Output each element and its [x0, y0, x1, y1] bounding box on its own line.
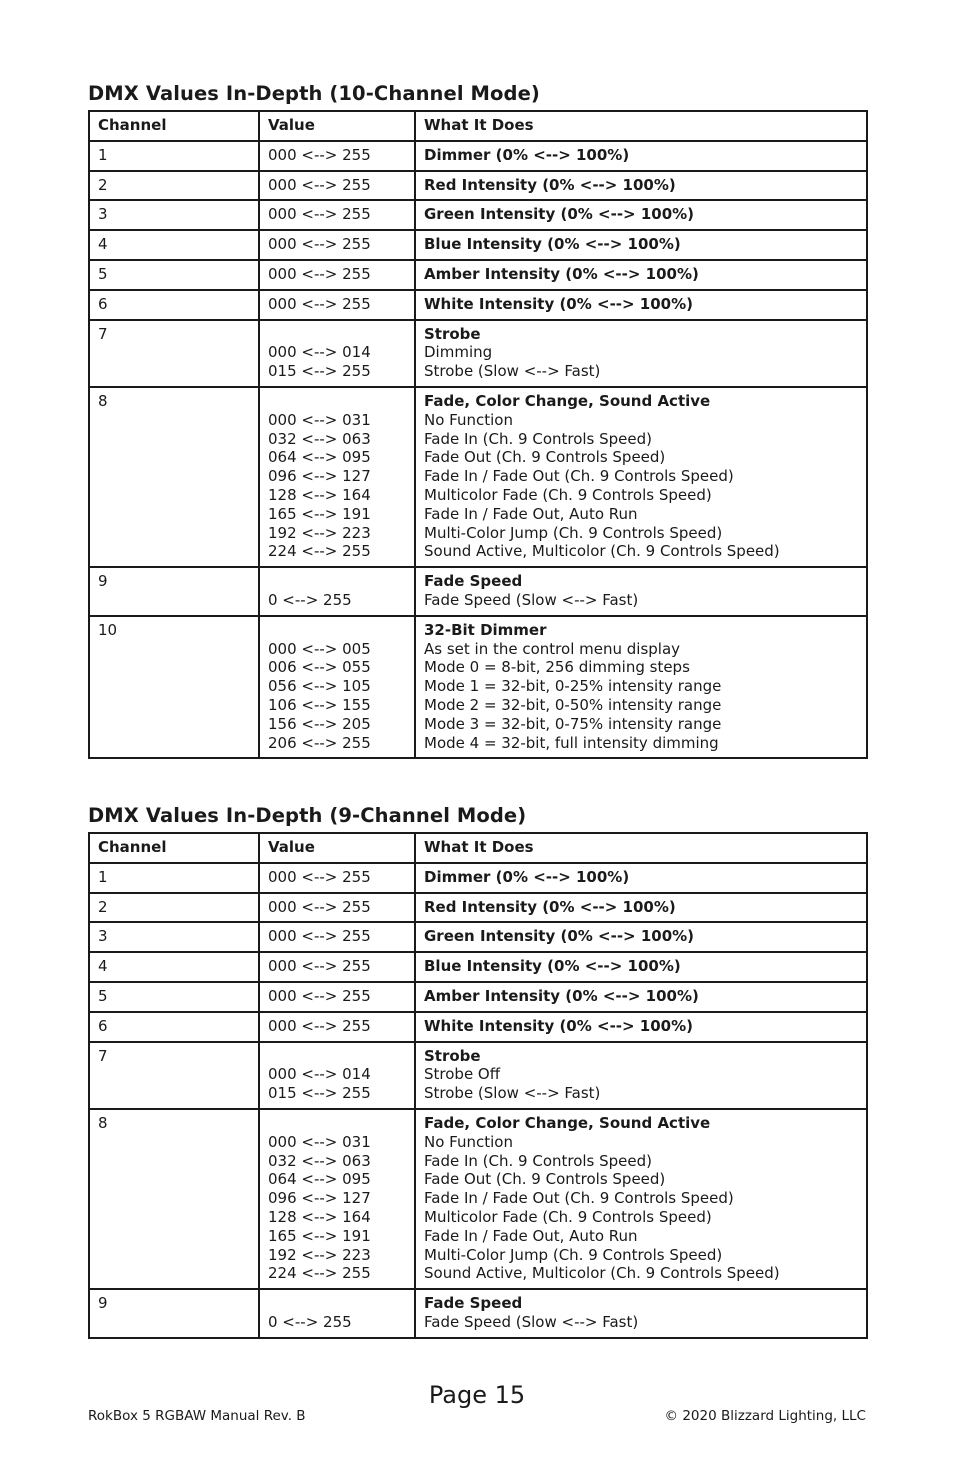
- value-range: 0 <--> 255: [268, 590, 352, 609]
- value-range: 192 <--> 223: [268, 1245, 371, 1264]
- table-row: [89, 982, 867, 1012]
- table-row: [89, 141, 867, 171]
- function-cell: [415, 1012, 867, 1042]
- channel-cell: 9: [89, 567, 259, 616]
- function-cell: [415, 616, 867, 759]
- function-heading: Dimmer (0% <--> 100%): [424, 867, 630, 886]
- channel-cell: 4: [89, 230, 259, 260]
- header-value: Value: [259, 833, 415, 863]
- value-cell: [259, 290, 415, 320]
- value-cell: [259, 863, 415, 893]
- channel-cell: 7: [89, 1042, 259, 1109]
- function-cell: [415, 982, 867, 1012]
- value-range: 165 <--> 191: [268, 1226, 371, 1245]
- value-range: 000 <--> 255: [268, 205, 371, 224]
- function-cell: [415, 1042, 867, 1109]
- function-cell: [415, 320, 867, 387]
- value-range: 156 <--> 205: [268, 714, 371, 733]
- dmx-table-9ch-section: [88, 805, 866, 1339]
- value-range: 096 <--> 127: [268, 1189, 371, 1208]
- value-spacer: [268, 392, 406, 411]
- header-row: [89, 833, 867, 863]
- value-range: 000 <--> 255: [268, 957, 371, 976]
- value-range: 006 <--> 055: [268, 658, 371, 677]
- function-description: Fade Out (Ch. 9 Controls Speed): [424, 448, 666, 467]
- value-spacer: [268, 1114, 406, 1133]
- value-range: 224 <--> 255: [268, 542, 371, 561]
- value-cell: [259, 200, 415, 230]
- value-range: 000 <--> 255: [268, 294, 371, 313]
- function-description: Strobe (Slow <--> Fast): [424, 362, 601, 381]
- function-description: Sound Active, Multicolor (Ch. 9 Controls Speed): [424, 1264, 780, 1283]
- header-what-it-does: What It Does: [415, 833, 867, 863]
- value-range: 000 <--> 255: [268, 1016, 371, 1035]
- value-range: 224 <--> 255: [268, 1264, 371, 1283]
- value-cell: [259, 1289, 415, 1338]
- value-range: 128 <--> 164: [268, 485, 371, 504]
- function-description: Fade In (Ch. 9 Controls Speed): [424, 429, 653, 448]
- table-row: [89, 1289, 867, 1338]
- value-cell: [259, 230, 415, 260]
- value-cell: [259, 567, 415, 616]
- manual-title: RokBox 5 RGBAW Manual Rev. B: [88, 1408, 306, 1424]
- function-cell: [415, 260, 867, 290]
- table-row: [89, 320, 867, 387]
- value-range: 096 <--> 127: [268, 467, 371, 486]
- function-cell: [415, 1289, 867, 1338]
- function-description: Strobe (Slow <--> Fast): [424, 1084, 601, 1103]
- value-cell: [259, 387, 415, 567]
- header-channel: Channel: [89, 111, 259, 141]
- function-cell: [415, 141, 867, 171]
- channel-cell: 3: [89, 200, 259, 230]
- value-range: 000 <--> 031: [268, 410, 371, 429]
- function-description: Mode 4 = 32-bit, full intensity dimming: [424, 733, 719, 752]
- function-cell: [415, 893, 867, 923]
- table-row: [89, 567, 867, 616]
- value-range: 0 <--> 255: [268, 1312, 352, 1331]
- value-range: 000 <--> 014: [268, 343, 371, 362]
- function-description: Multicolor Fade (Ch. 9 Controls Speed): [424, 1207, 712, 1226]
- function-description: Sound Active, Multicolor (Ch. 9 Controls Speed): [424, 542, 780, 561]
- header-what-it-does: What It Does: [415, 111, 867, 141]
- function-heading: Fade Speed: [424, 1294, 523, 1313]
- value-cell: [259, 952, 415, 982]
- channel-cell: 10: [89, 616, 259, 759]
- function-heading: Fade Speed: [424, 572, 523, 591]
- function-description: No Function: [424, 1132, 513, 1151]
- function-heading: Strobe: [424, 324, 481, 343]
- value-cell: [259, 320, 415, 387]
- function-heading: Green Intensity (0% <--> 100%): [424, 205, 695, 224]
- function-description: Fade Speed (Slow <--> Fast): [424, 1312, 639, 1331]
- function-description: Fade In / Fade Out, Auto Run: [424, 1226, 638, 1245]
- value-range: 056 <--> 105: [268, 677, 371, 696]
- channel-cell: 5: [89, 982, 259, 1012]
- value-spacer: [268, 1294, 406, 1313]
- value-cell: [259, 893, 415, 923]
- function-description: Mode 3 = 32-bit, 0-75% intensity range: [424, 714, 722, 733]
- value-range: 000 <--> 255: [268, 175, 371, 194]
- table-row: [89, 1109, 867, 1289]
- function-description: Mode 1 = 32-bit, 0-25% intensity range: [424, 677, 722, 696]
- table-row: [89, 952, 867, 982]
- function-cell: [415, 200, 867, 230]
- table-title: DMX Values In-Depth (10-Channel Mode): [88, 82, 540, 105]
- function-description: No Function: [424, 410, 513, 429]
- value-cell: [259, 260, 415, 290]
- dmx-table-10ch-section: [88, 83, 866, 759]
- function-heading: Strobe: [424, 1046, 481, 1065]
- value-range: 000 <--> 255: [268, 986, 371, 1005]
- function-cell: [415, 230, 867, 260]
- table-row: [89, 922, 867, 952]
- value-range: 106 <--> 155: [268, 695, 371, 714]
- channel-cell: 8: [89, 1109, 259, 1289]
- channel-cell: 8: [89, 387, 259, 567]
- value-range: 165 <--> 191: [268, 504, 371, 523]
- table-row: [89, 230, 867, 260]
- table-row: [89, 290, 867, 320]
- function-heading: Blue Intensity (0% <--> 100%): [424, 957, 681, 976]
- value-range: 000 <--> 031: [268, 1132, 371, 1151]
- value-range: 064 <--> 095: [268, 448, 371, 467]
- value-cell: [259, 141, 415, 171]
- function-cell: [415, 290, 867, 320]
- value-cell: [259, 982, 415, 1012]
- value-cell: [259, 616, 415, 759]
- value-spacer: [268, 621, 406, 640]
- function-heading: Dimmer (0% <--> 100%): [424, 145, 630, 164]
- function-description: Multi-Color Jump (Ch. 9 Controls Speed): [424, 523, 723, 542]
- function-description: Strobe Off: [424, 1065, 501, 1084]
- table-row: [89, 893, 867, 923]
- page-number: Page 15: [428, 1381, 526, 1409]
- dmx-table-10ch: [88, 110, 868, 759]
- value-range: 000 <--> 255: [268, 867, 371, 886]
- value-spacer: [268, 325, 406, 344]
- channel-cell: 6: [89, 290, 259, 320]
- function-heading: Amber Intensity (0% <--> 100%): [424, 264, 699, 283]
- value-range: 000 <--> 005: [268, 639, 371, 658]
- channel-cell: 4: [89, 952, 259, 982]
- function-cell: [415, 952, 867, 982]
- value-cell: [259, 1042, 415, 1109]
- function-heading: 32-Bit Dimmer: [424, 620, 547, 639]
- value-range: 000 <--> 255: [268, 264, 371, 283]
- value-range: 000 <--> 255: [268, 145, 371, 164]
- header-value: Value: [259, 111, 415, 141]
- function-cell: [415, 387, 867, 567]
- table-row: [89, 863, 867, 893]
- header-channel: Channel: [89, 833, 259, 863]
- value-range: 032 <--> 063: [268, 1151, 371, 1170]
- copyright: © 2020 Blizzard Lighting, LLC: [664, 1408, 866, 1424]
- function-cell: [415, 1109, 867, 1289]
- function-description: Fade Speed (Slow <--> Fast): [424, 590, 639, 609]
- value-spacer: [268, 1047, 406, 1066]
- channel-cell: 5: [89, 260, 259, 290]
- function-description: Multicolor Fade (Ch. 9 Controls Speed): [424, 485, 712, 504]
- channel-cell: 9: [89, 1289, 259, 1338]
- dmx-table-9ch: [88, 832, 868, 1339]
- channel-cell: 3: [89, 922, 259, 952]
- value-range: 192 <--> 223: [268, 523, 371, 542]
- value-cell: [259, 171, 415, 201]
- function-description: Fade In (Ch. 9 Controls Speed): [424, 1151, 653, 1170]
- table-row: [89, 200, 867, 230]
- function-cell: [415, 922, 867, 952]
- value-range: 206 <--> 255: [268, 733, 371, 752]
- function-cell: [415, 171, 867, 201]
- table-row: [89, 616, 867, 759]
- channel-cell: 1: [89, 141, 259, 171]
- function-cell: [415, 863, 867, 893]
- value-range: 128 <--> 164: [268, 1207, 371, 1226]
- function-heading: White Intensity (0% <--> 100%): [424, 1016, 694, 1035]
- channel-cell: 7: [89, 320, 259, 387]
- function-cell: [415, 567, 867, 616]
- table-row: [89, 260, 867, 290]
- value-range: 064 <--> 095: [268, 1170, 371, 1189]
- function-heading: Amber Intensity (0% <--> 100%): [424, 986, 699, 1005]
- value-cell: [259, 922, 415, 952]
- function-description: Fade In / Fade Out, Auto Run: [424, 504, 638, 523]
- function-description: As set in the control menu display: [424, 639, 681, 658]
- function-description: Multi-Color Jump (Ch. 9 Controls Speed): [424, 1245, 723, 1264]
- channel-cell: 2: [89, 893, 259, 923]
- function-heading: Fade, Color Change, Sound Active: [424, 391, 711, 410]
- value-cell: [259, 1109, 415, 1289]
- channel-cell: 1: [89, 863, 259, 893]
- function-heading: Red Intensity (0% <--> 100%): [424, 175, 676, 194]
- value-range: 015 <--> 255: [268, 362, 371, 381]
- value-range: 000 <--> 014: [268, 1065, 371, 1084]
- header-row: [89, 111, 867, 141]
- table-row: [89, 387, 867, 567]
- function-description: Mode 2 = 32-bit, 0-50% intensity range: [424, 695, 722, 714]
- value-range: 000 <--> 255: [268, 927, 371, 946]
- value-range: 000 <--> 255: [268, 897, 371, 916]
- channel-cell: 2: [89, 171, 259, 201]
- function-description: Fade In / Fade Out (Ch. 9 Controls Speed): [424, 1189, 734, 1208]
- function-description: Mode 0 = 8-bit, 256 dimming steps: [424, 658, 690, 677]
- function-heading: Green Intensity (0% <--> 100%): [424, 927, 695, 946]
- function-heading: Fade, Color Change, Sound Active: [424, 1113, 711, 1132]
- value-cell: [259, 1012, 415, 1042]
- table-row: [89, 171, 867, 201]
- function-description: Fade Out (Ch. 9 Controls Speed): [424, 1170, 666, 1189]
- function-heading: Red Intensity (0% <--> 100%): [424, 897, 676, 916]
- function-heading: Blue Intensity (0% <--> 100%): [424, 235, 681, 254]
- value-range: 032 <--> 063: [268, 429, 371, 448]
- value-range: 015 <--> 255: [268, 1084, 371, 1103]
- function-description: Fade In / Fade Out (Ch. 9 Controls Speed): [424, 467, 734, 486]
- function-description: Dimming: [424, 343, 493, 362]
- channel-cell: 6: [89, 1012, 259, 1042]
- table-row: [89, 1012, 867, 1042]
- value-range: 000 <--> 255: [268, 235, 371, 254]
- function-heading: White Intensity (0% <--> 100%): [424, 294, 694, 313]
- value-spacer: [268, 572, 406, 591]
- table-title: DMX Values In-Depth (9-Channel Mode): [88, 804, 527, 827]
- table-row: [89, 1042, 867, 1109]
